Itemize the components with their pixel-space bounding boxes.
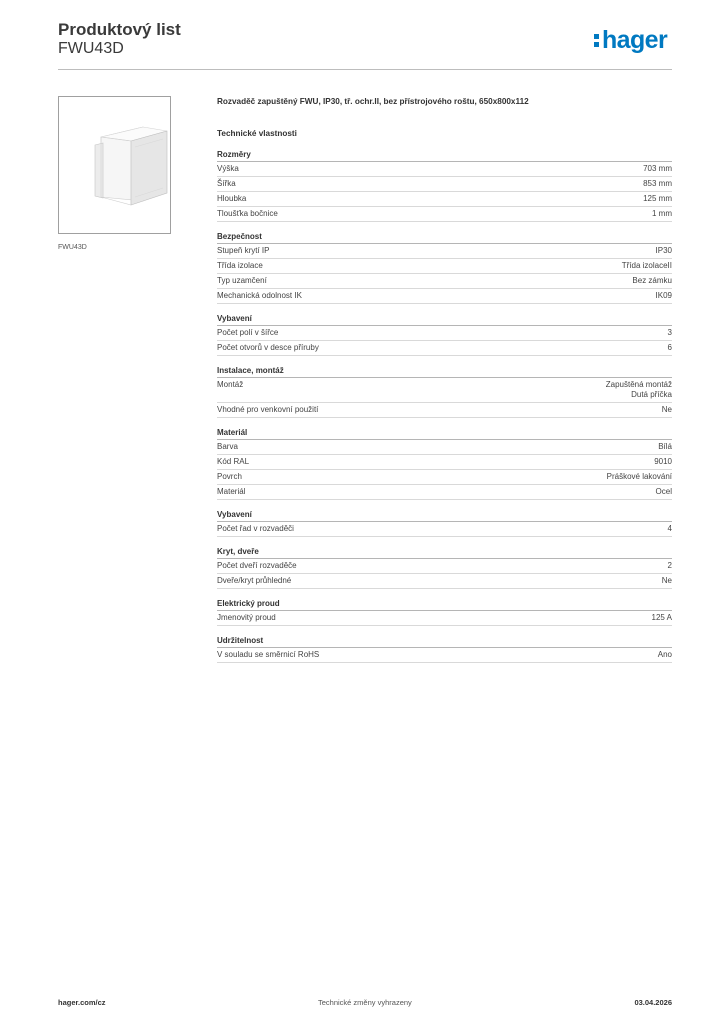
spec-label: V souladu se směrnicí RoHS [217,650,320,659]
product-code-subtitle: FWU43D [58,40,124,57]
distribution-box-icon [59,97,170,233]
spec-sections [217,149,672,663]
spec-label: Stupeň krytí IP [217,246,270,255]
spec-value: 4 [667,524,672,533]
section-title: Vybavení [217,313,672,326]
spec-value-cell [668,343,672,353]
spec-value-cell [668,561,672,571]
spec-row [217,611,672,626]
spec-value: IK09 [655,291,672,300]
spec-label: Tloušťka bočnice [217,209,278,218]
spec-label: Dveře/kryt průhledné [217,576,292,585]
spec-value-secondary: Dutá příčka [631,390,672,399]
spec-value-cell [622,261,672,271]
logo-text: hager [602,26,668,54]
footer-note: Technické změny vyhrazeny [318,998,412,1007]
spec-value: Bez zámku [632,276,672,285]
spec-row [217,522,672,537]
spec-section [217,427,672,500]
spec-label: Vhodné pro venkovní použití [217,405,319,414]
spec-label: Počet polí v šířce [217,328,279,337]
spec-value: Ocel [655,487,672,496]
spec-row [217,207,672,222]
spec-value: Ano [657,650,672,659]
spec-value: 9010 [654,457,672,466]
spec-value: 125 A [651,613,672,622]
spec-value-cell [656,487,672,497]
spec-value-cell [656,246,672,256]
spec-row [217,470,672,485]
spec-label: Barva [217,442,238,451]
spec-row [217,341,672,356]
spec-row [217,648,672,663]
spec-value: Bílá [658,442,672,451]
spec-value-cell [606,380,672,400]
spec-label: Mechanická odolnost IK [217,291,302,300]
spec-label: Hloubka [217,194,247,203]
product-image [58,96,171,234]
spec-value-cell [668,524,672,534]
spec-row [217,177,672,192]
spec-value: 853 mm [643,179,672,188]
spec-value: Zapuštěná montáž [605,380,672,389]
spec-value: Ne [661,405,672,414]
spec-value-cell [652,613,672,623]
spec-section [217,149,672,222]
spec-value-cell [654,457,672,467]
spec-label: Montáž [217,380,244,389]
section-title: Instalace, montáž [217,365,672,378]
spec-value-cell [643,179,672,189]
spec-label: Počet dveří rozvaděče [217,561,297,570]
spec-section [217,635,672,663]
section-title: Bezpečnost [217,231,672,244]
spec-section [217,546,672,589]
spec-section [217,313,672,356]
spec-label: Výška [217,164,239,173]
section-title: Kryt, dveře [217,546,672,559]
spec-value-cell [662,405,672,415]
section-title: Elektrický proud [217,598,672,611]
page-title: Produktový list [58,20,181,39]
spec-row [217,259,672,274]
spec-label: Materiál [217,487,246,496]
spec-row [217,455,672,470]
spec-row [217,274,672,289]
spec-label: Povrch [217,472,242,481]
spec-value-cell [668,328,672,338]
spec-row [217,378,672,403]
header-divider [58,69,672,70]
spec-label: Počet otvorů v desce příruby [217,343,319,352]
spec-value-cell [652,209,672,219]
spec-label: Počet řad v rozvaděči [217,524,294,533]
spec-row [217,403,672,418]
section-title: Materiál [217,427,672,440]
spec-value-cell [643,164,672,174]
spec-value: 125 mm [643,194,672,203]
spec-value: Třída izolaceII [621,261,672,270]
spec-value: Ne [661,576,672,585]
product-content [217,96,672,672]
footer-date: 03.04.2026 [634,998,672,1007]
spec-row [217,289,672,304]
spec-row [217,440,672,455]
spec-row [217,192,672,207]
spec-value-cell [656,291,672,301]
section-title: Rozměry [217,149,672,162]
product-image-caption: FWU43D [58,244,87,251]
spec-section [217,598,672,626]
spec-row [217,244,672,259]
spec-section [217,365,672,418]
section-title: Vybavení [217,509,672,522]
footer-website-link[interactable]: hager.com/cz [58,998,106,1007]
spec-row [217,574,672,589]
hager-logo[interactable] [594,28,667,53]
spec-section [217,509,672,537]
product-description: Rozvaděč zapuštěný FWU, IP30, tř. ochr.II, bez přístrojového roštu, 650x800x112 [217,97,529,106]
spec-value: 1 mm [652,209,672,218]
logo-dots-icon [594,31,599,49]
spec-value: 3 [667,328,672,337]
spec-label: Kód RAL [217,457,250,466]
spec-value-cell [658,650,672,660]
spec-value-cell [632,276,672,286]
technical-properties-title: Technické vlastnosti [217,129,297,138]
spec-row [217,162,672,177]
spec-label: Šířka [217,179,236,188]
section-title: Udržitelnost [217,635,672,648]
spec-section [217,231,672,304]
spec-value: 2 [667,561,672,570]
spec-value-cell [643,194,672,204]
spec-row [217,485,672,500]
spec-row [217,559,672,574]
spec-value-cell [662,576,672,586]
spec-label: Jmenovitý proud [217,613,276,622]
spec-value: 703 mm [643,164,672,173]
spec-label: Typ uzamčení [217,276,267,285]
spec-value-cell [607,472,672,482]
spec-row [217,326,672,341]
spec-label: Třída izolace [217,261,263,270]
spec-value: 6 [667,343,672,352]
spec-value: Práškové lakování [606,472,672,481]
spec-value-cell [658,442,672,452]
spec-value: IP30 [655,246,672,255]
